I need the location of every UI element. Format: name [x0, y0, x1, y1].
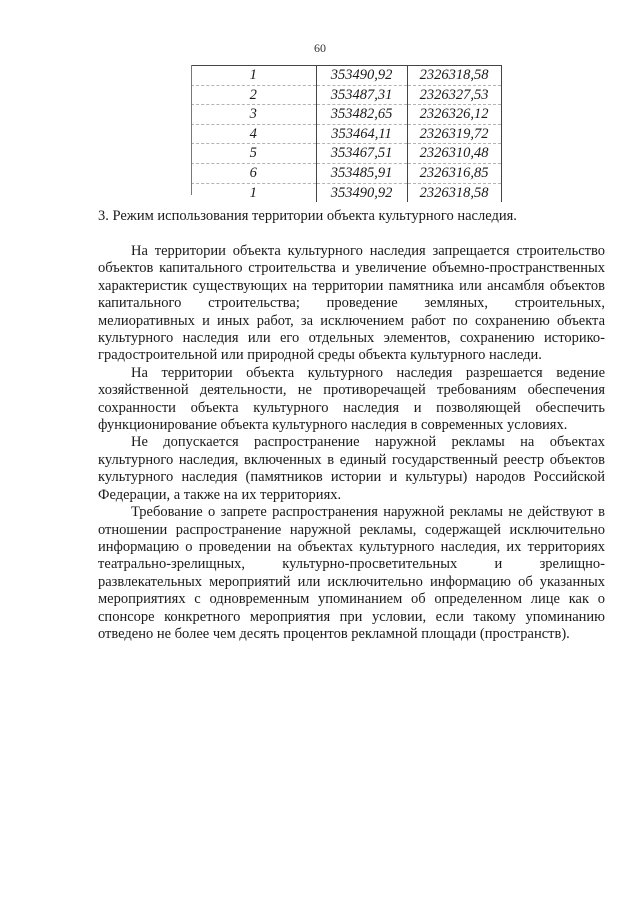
y-coordinate: 2326310,48	[407, 144, 501, 164]
point-number: 5	[191, 144, 316, 164]
section-heading: 3. Режим использования территории объекта культурного наследия.	[98, 208, 517, 224]
table-left-border	[191, 65, 192, 195]
table-row	[191, 183, 501, 202]
paragraph: На территории объекта культурного наследия запрещается строительство объектов капитального строительства и увеличение объемно-пространственных характеристик существующих на территории памятника или ансамбля объектов капитального строительства; проведение земляных, строительных, мелиоративных и иных работ, за исключением работ по сохранению объекта культурного наследия или его отдельных элементов, сохранению историко-градостроительной или природной среды объекта культурного наследи.	[98, 243, 605, 364]
body-text	[98, 243, 605, 643]
point-number: 1	[249, 184, 257, 201]
y-coordinate: 2326318,58	[407, 183, 501, 202]
table-row	[191, 85, 501, 105]
paragraph: Не допускается распространение наружной рекламы на объектах культурного наследия, включенных в единый государственный реестр объектов культурного наследия (памятников истории и культуры) народов Российской Федерации, а также на их территориях.	[98, 434, 605, 503]
point-number: 4	[191, 124, 316, 144]
point-number: 2	[191, 85, 316, 105]
x-coordinate: 353485,91	[316, 163, 407, 183]
x-coordinate: 353490,92	[316, 66, 407, 86]
x-coordinate: 353464,11	[316, 124, 407, 144]
table-row	[191, 66, 501, 86]
y-coordinate: 2326318,58	[407, 66, 501, 86]
x-coordinate: 353467,51	[316, 144, 407, 164]
y-coordinate: 2326319,72	[407, 124, 501, 144]
x-coordinate: 353490,92	[316, 183, 407, 202]
table-row	[191, 105, 501, 125]
coordinates-table	[191, 65, 502, 202]
y-coordinate: 2326327,53	[407, 85, 501, 105]
point-number: 3	[191, 105, 316, 125]
paragraph: Требование о запрете распространения наружной рекламы не действуют в отношении распространение наружной рекламы, содержащей исключительно информацию о проведении на объектах культурного наследия, их территориях театрально-зрелищных, культурно-просветительных и зрелищно-развлекательных мероприятий или исключительно информацию об указанных мероприятиях с одновременным упоминанием об определенном лице как о спонсоре конкретного мероприятия при условии, если такому упоминанию отведено не более чем десять процентов рекламной площади (пространств).	[98, 504, 605, 642]
table-row	[191, 124, 501, 144]
point-number: 6	[191, 163, 316, 183]
point-number: 1	[191, 66, 316, 86]
page-number: 60	[314, 41, 326, 55]
table-row	[191, 144, 501, 164]
y-coordinate: 2326316,85	[407, 163, 501, 183]
x-coordinate: 353482,65	[316, 105, 407, 125]
x-coordinate: 353487,31	[316, 85, 407, 105]
paragraph: На территории объекта культурного наследия разрешается ведение хозяйственной деятельности, не противоречащей требованиям обеспечения сохранности объекта культурного наследия и позволяющей обеспечить функционирование объекта культурного наследия в современных условиях.	[98, 364, 605, 434]
y-coordinate: 2326326,12	[407, 105, 501, 125]
table-row	[191, 163, 501, 183]
